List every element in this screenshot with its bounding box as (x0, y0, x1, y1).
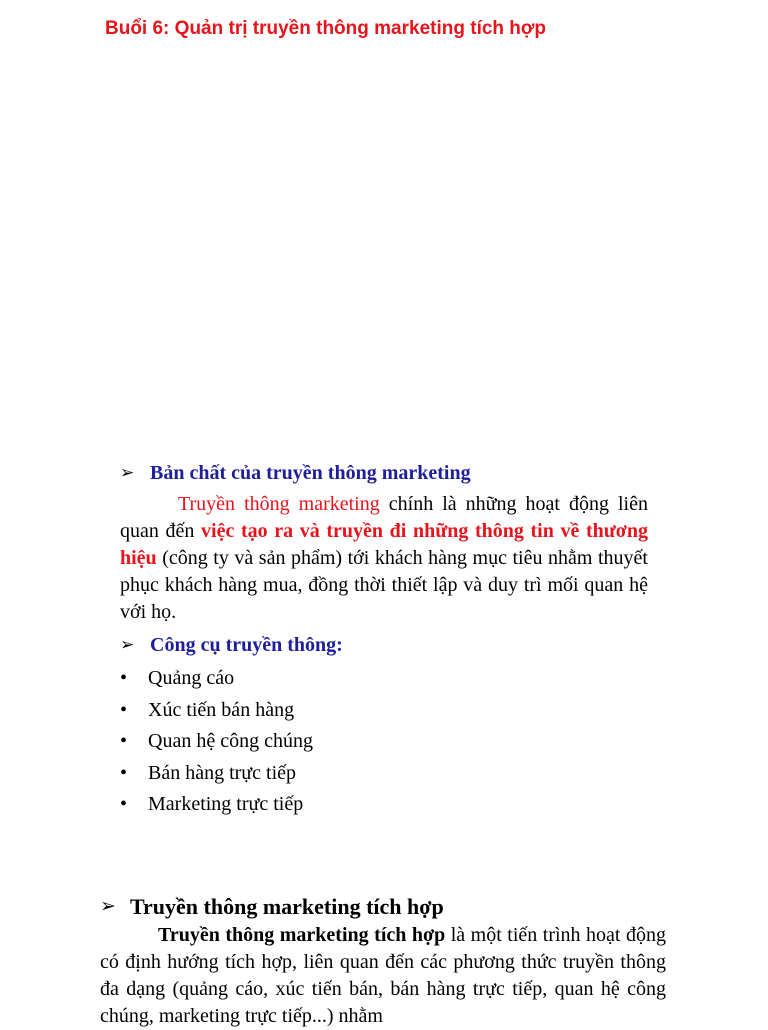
bullet-icon: • (120, 730, 128, 753)
definition-paragraph (120, 491, 648, 626)
list-item (120, 789, 648, 821)
list-item (120, 663, 648, 695)
section-heading (100, 893, 666, 920)
tools-heading-text: Công cụ truyền thông: (150, 634, 343, 656)
list-item-text: Quảng cáo (148, 667, 235, 690)
arrow-bullet-icon: ➢ (120, 463, 135, 483)
section-integrated-marketing-communication (100, 893, 666, 1030)
page-title: Buổi 6: Quản trị truyền thông marketing tích hợp (105, 18, 547, 39)
bold-term: Truyền thông marketing tích hợp (158, 924, 446, 946)
list-item (120, 726, 648, 758)
list-item (120, 758, 648, 790)
bullet-icon: • (120, 698, 128, 721)
highlight-term: Truyền thông marketing (178, 493, 380, 515)
section-nature-of-marketing-communication (120, 460, 648, 821)
tools-heading (120, 632, 648, 659)
definition-paragraph (100, 922, 666, 1030)
bullet-icon: • (120, 667, 128, 690)
highlight-phrase: việc tạo ra và truyền đi những thông tin về thương hiệu (120, 520, 648, 569)
list-item-text: Bán hàng trực tiếp (148, 761, 297, 784)
section-heading-text: Bản chất của truyền thông marketing (150, 462, 471, 484)
list-item (120, 695, 648, 727)
arrow-bullet-icon: ➢ (100, 895, 116, 917)
bullet-icon: • (120, 761, 128, 784)
section-heading (120, 460, 648, 487)
bullet-icon: • (120, 793, 128, 816)
list-item-text: Quan hệ công chúng (148, 730, 313, 753)
paragraph-text: là một tiến trình hoạt động có định hướng tích hợp, liên quan đến các phương thức truyền thông đa dạng (quảng cáo, xúc tiến bán, bán hàng trực tiếp, quan hệ công chúng, marketing trực tiếp...) nhằm (100, 924, 666, 1027)
arrow-bullet-icon: ➢ (120, 635, 135, 655)
paragraph-text: (công ty và sản phẩm) tới khách hàng mục tiêu nhằm thuyết phục khách hàng mua, đồng thời thiết lập và duy trì mối quan hệ với họ. (120, 547, 648, 623)
list-item-text: Xúc tiến bán hàng (148, 698, 295, 721)
section-heading-text: Truyền thông marketing tích hợp (130, 894, 444, 919)
paragraph-text: chính là những hoạt động liên quan đến (120, 493, 648, 542)
tools-list (120, 663, 648, 821)
list-item-text: Marketing trực tiếp (148, 793, 304, 816)
